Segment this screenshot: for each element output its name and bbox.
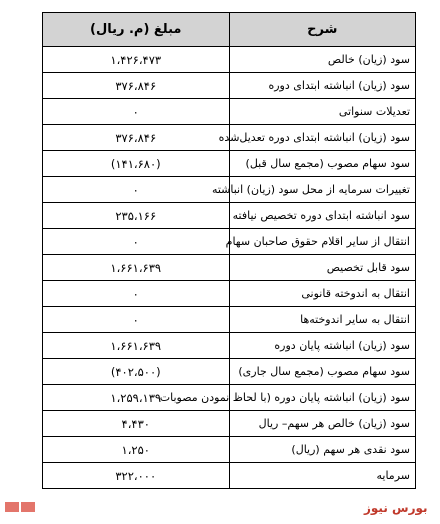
table-row <box>43 151 416 177</box>
row-description: سرمایه <box>229 463 416 489</box>
table-row <box>43 281 416 307</box>
watermark-logo-left <box>3 498 37 514</box>
row-description: تغییرات سرمایه از محل سود (زیان) انباشته <box>229 177 416 203</box>
table-body <box>43 47 416 489</box>
row-amount: ۰ <box>43 177 230 203</box>
row-description: سود قابل تخصیص <box>229 255 416 281</box>
financial-table-container <box>42 12 416 489</box>
table-row <box>43 411 416 437</box>
row-description: سود انباشته ابتدای دوره تخصیص نیافته <box>229 203 416 229</box>
table-row <box>43 229 416 255</box>
header-description: شرح <box>229 13 416 47</box>
row-amount: ۳۷۶،۸۴۶ <box>43 125 230 151</box>
row-description: تعدیلات سنواتی <box>229 99 416 125</box>
table-row <box>43 99 416 125</box>
table-row <box>43 333 416 359</box>
row-description: سود سهام مصوب (مجمع سال قبل) <box>229 151 416 177</box>
header-amount: مبلغ (م. ریال) <box>43 13 230 47</box>
row-amount: ۰ <box>43 281 230 307</box>
row-amount: ۳۲۲،۰۰۰ <box>43 463 230 489</box>
table-row <box>43 177 416 203</box>
row-amount: ۱،۲۵۰ <box>43 437 230 463</box>
table-header-row <box>43 13 416 47</box>
accumulated-profit-table <box>42 12 416 489</box>
row-amount: ۱،۶۶۱،۶۳۹ <box>43 333 230 359</box>
row-amount: ۱،۶۶۱،۶۳۹ <box>43 255 230 281</box>
row-amount: ۰ <box>43 307 230 333</box>
row-amount: ۰ <box>43 229 230 255</box>
row-description: سود (زیان) خالص هر سهم– ریال <box>229 411 416 437</box>
row-amount: ۰ <box>43 99 230 125</box>
row-amount: ۲۳۵،۱۶۶ <box>43 203 230 229</box>
table-row <box>43 307 416 333</box>
table-row <box>43 125 416 151</box>
row-description: سود نقدی هر سهم (ریال) <box>229 437 416 463</box>
table-row <box>43 255 416 281</box>
table-row <box>43 47 416 73</box>
table-row <box>43 359 416 385</box>
row-amount: (۱۴۱،۶۸۰) <box>43 151 230 177</box>
row-amount: (۴۰۲،۵۰۰) <box>43 359 230 385</box>
table-row <box>43 463 416 489</box>
table-row <box>43 203 416 229</box>
row-description: سود (زیان) انباشته پایان دوره (با لحاظ نمودن مصوبات <box>229 385 416 411</box>
watermark-text: بورس نیوز <box>364 501 428 515</box>
row-description: انتقال به سایر اندوخته‌ها <box>229 307 416 333</box>
row-amount: ۱،۲۵۹،۱۳۹ <box>43 385 230 411</box>
table-row <box>43 73 416 99</box>
row-amount: ۱،۴۲۶،۴۷۳ <box>43 47 230 73</box>
row-description: سود (زیان) انباشته پایان دوره <box>229 333 416 359</box>
row-description: انتقال به اندوخته قانونی <box>229 281 416 307</box>
row-amount: ۴،۴۳۰ <box>43 411 230 437</box>
row-description: سود (زیان) انباشته ابتدای دوره تعدیل‌شده <box>229 125 416 151</box>
row-amount: ۳۷۶،۸۴۶ <box>43 73 230 99</box>
row-description: انتقال از سایر اقلام حقوق صاحبان سهام <box>229 229 416 255</box>
row-description: سود (زیان) انباشته ابتدای دوره <box>229 73 416 99</box>
table-row <box>43 437 416 463</box>
table-row <box>43 385 416 411</box>
row-description: سود سهام مصوب (مجمع سال جاری) <box>229 359 416 385</box>
row-description: سود (زیان) خالص <box>229 47 416 73</box>
